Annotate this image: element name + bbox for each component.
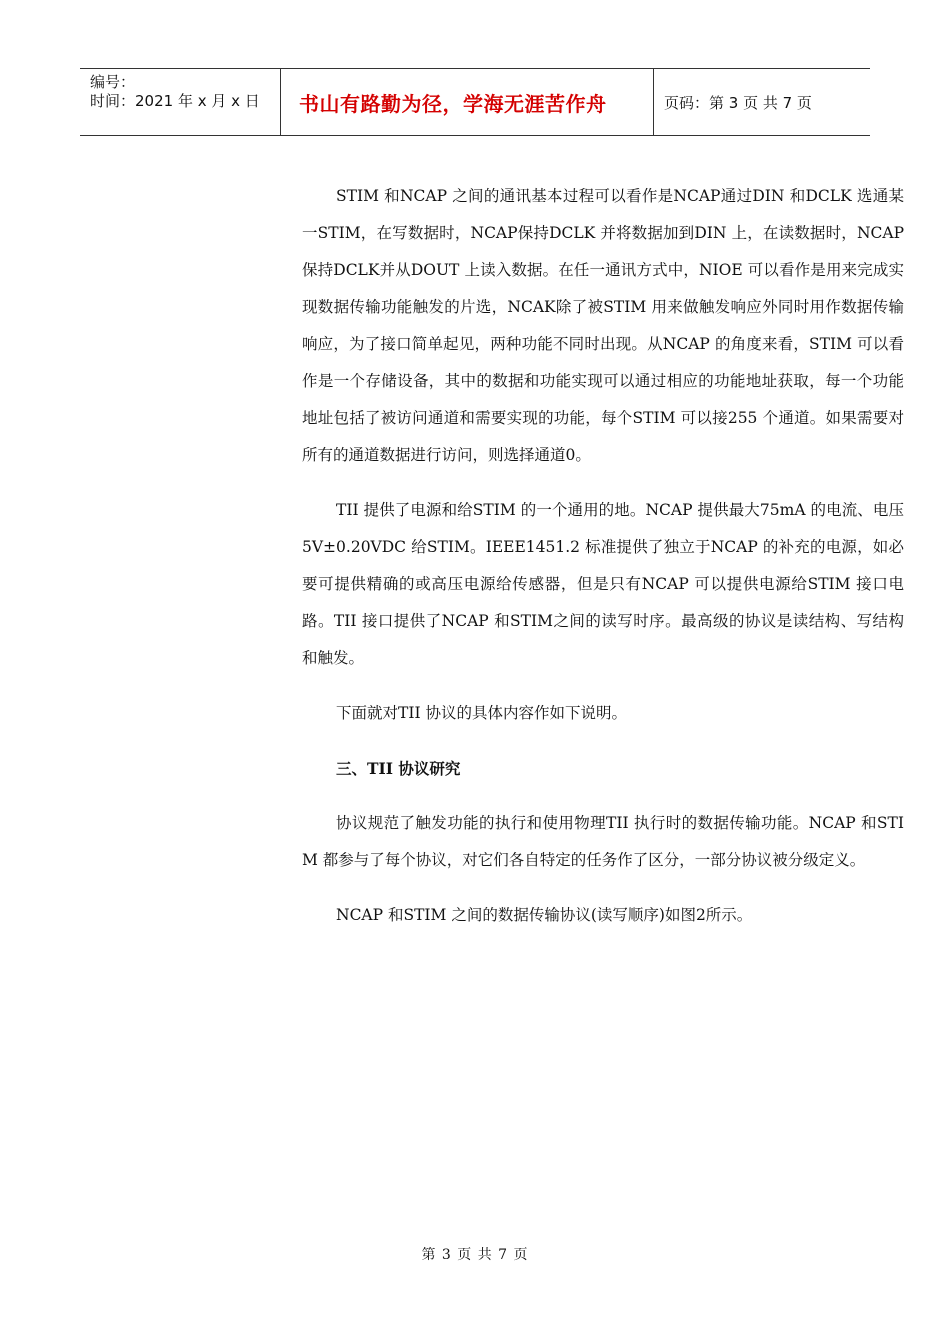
paragraph-1: STIM 和NCAP 之间的通讯基本过程可以看作是NCAP通过DIN 和DCLK 选通某一STIM，在写数据时，NCAP保持DCLK 并将数据加到DIN 上，在读数据时，NCAP 保持DCLK并从DOUT 上读入数据。在任一通讯方式中，NIOE 可以看作是用来完成实现数据传输功能触发的片选，NCAK除了被STIM 用来做触发响应外同时用作数据传输响应，为了接口简单起见，两种功能不同时出现。从NCAP 的角度来看，STIM 可以看作是一个存储设备，其中的数据和功能实现可以通过相应的功能地址获取，每一个功能地址包括了被访问通道和需要实现的功能，每个STIM 可以接255 个通道。如果需要对所有的通道数据进行访问，则选择通道0。 [302,187,904,464]
header-page-number: 页码：第 3 页 共 7 页 [664,93,812,112]
document-header [80,68,870,136]
paragraph-3: 下面就对TII 协议的具体内容作如下说明。 [336,704,628,722]
document-number-label: 编号： [90,73,136,91]
document-body [302,178,904,952]
page-footer: 第 3 页 共 7 页 [421,1247,529,1263]
paragraph-2: TII 提供了电源和给STIM 的一个通用的地。NCAP 提供最大75mA 的电流、电压5V±0.20VDC 给STIM。IEEE1451.2 标准提供了独立于NCAP 的补充的电源，如必要可提供精确的或高压电源给传感器，但是只有NCAP 可以提供电源给STIM 接口电路。TII 接口提供了NCAP 和STIM之间的读写时序。最高级的协议是读结构、写结构和触发。 [302,501,904,667]
document-time-label: 时间：2021 年 x 月 x 日 [90,92,260,110]
section-heading: 三、TII 协议研究 [336,759,461,778]
paragraph-4: 协议规范了触发功能的执行和使用物理TII 执行时的数据传输功能。NCAP 和STIM 都参与了每个协议，对它们各自特定的任务作了区分，一部分协议被分级定义。 [302,814,904,869]
paragraph-5: NCAP 和STIM 之间的数据传输协议(读写顺序)如图2所示。 [336,906,753,924]
header-meta [80,69,281,135]
header-motto: 书山有路勤为径，学海无涯苦作舟 [281,69,654,135]
